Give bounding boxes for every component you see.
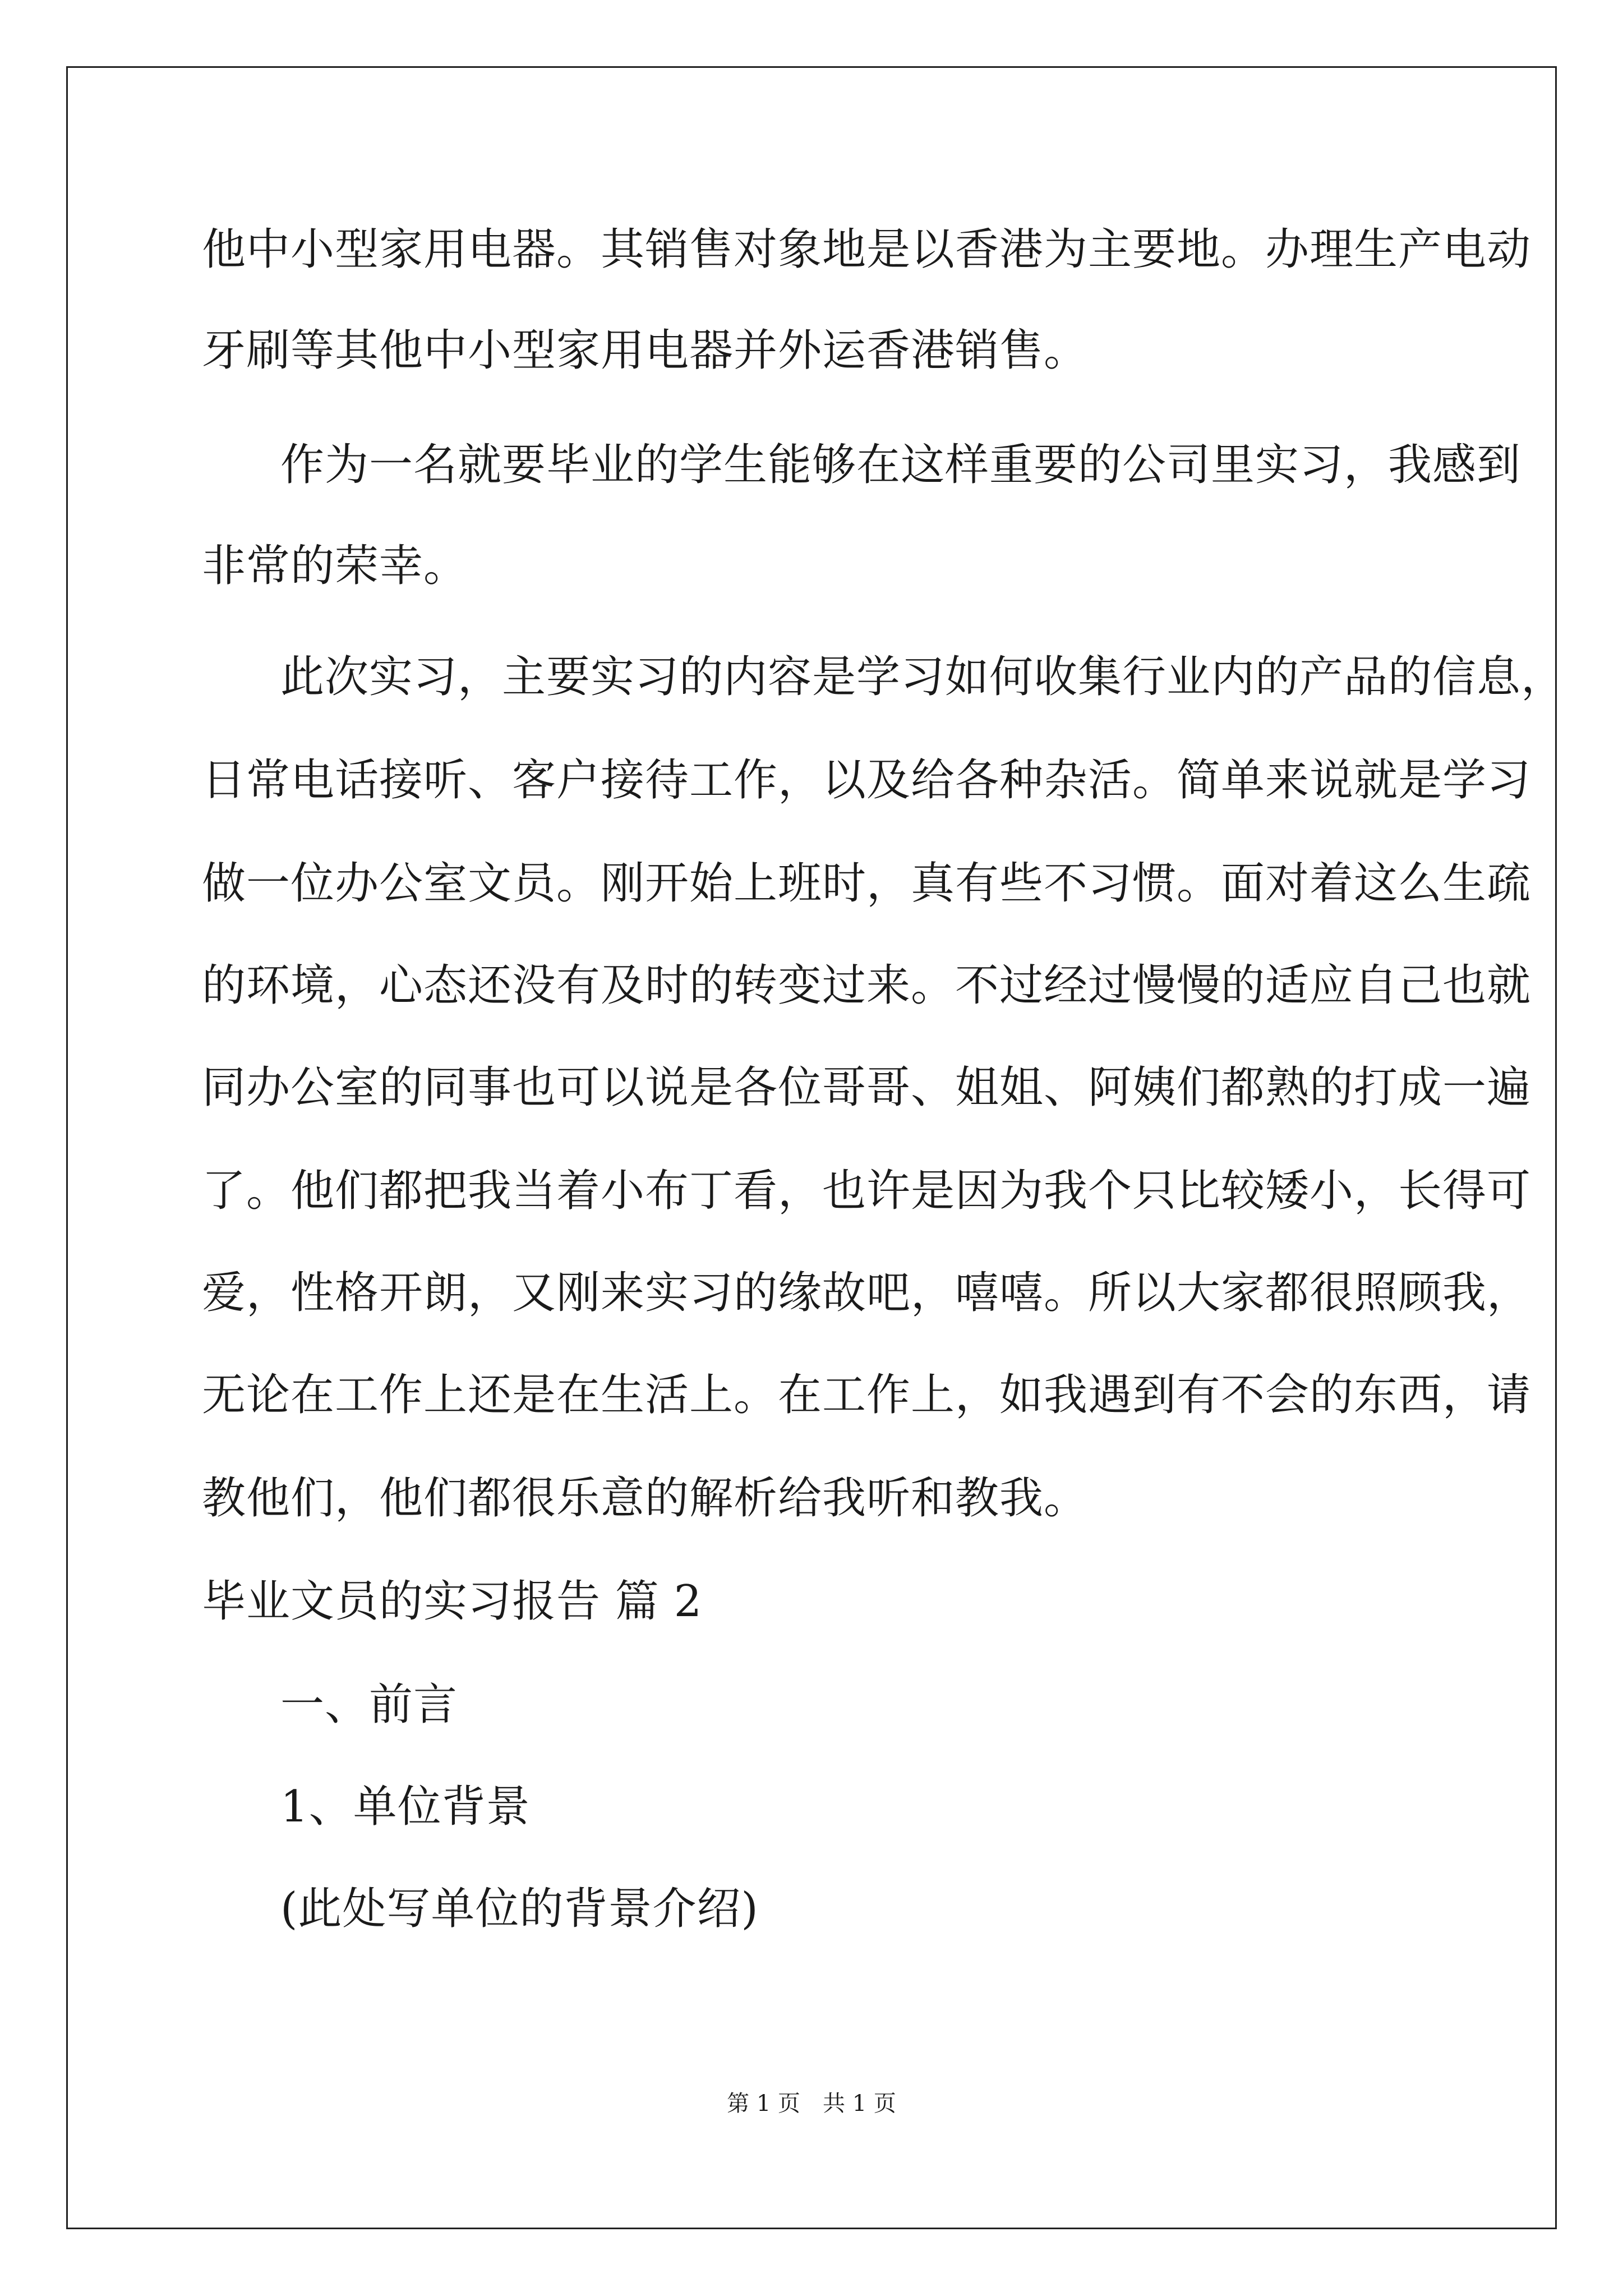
section-heading: 毕业文员的实习报告 篇 2	[202, 1576, 703, 1627]
paragraph-line: 了。他们都把我当着小布丁看，也许是因为我个只比较矮小，长得可	[202, 1166, 1532, 1216]
paragraph-line: 作为一名就要毕业的学生能够在这样重要的公司里实习，我感到	[280, 440, 1521, 490]
paragraph-line: 牙刷等其他中小型家用电器并外运香港销售。	[202, 325, 1089, 376]
page-footer: 第 1 页 共 1 页	[727, 2091, 896, 2116]
paragraph-line: 日常电话接听、客户接待工作，以及给各种杂活。简单来说就是学习	[202, 755, 1532, 806]
paragraph-line: 爱，性格开朗，又刚来实习的缘故吧，嘻嘻。所以大家都很照顾我，	[202, 1268, 1532, 1318]
paragraph-line: (此处写单位的背景介绍)	[280, 1884, 759, 1934]
paragraph-line: 教他们，他们都很乐意的解析给我听和教我。	[202, 1473, 1089, 1524]
subsection-heading: 一、前言	[280, 1680, 458, 1730]
paragraph-line: 他中小型家用电器。其销售对象地是以香港为主要地。办理生产电动	[202, 224, 1532, 275]
paragraph-line: 的环境，心态还没有及时的转变过来。不过经过慢慢的适应自己也就	[202, 960, 1532, 1011]
paragraph-line: 无论在工作上还是在生活上。在工作上，如我遇到有不会的东西，请	[202, 1370, 1532, 1420]
paragraph-line: 此次实习，主要实习的内容是学习如何收集行业内的产品的信息，	[280, 652, 1566, 702]
paragraph-line: 做一位办公室文员。刚开始上班时，真有些不习惯。面对着这么生疏	[202, 858, 1532, 909]
paragraph-line: 非常的荣幸。	[202, 541, 468, 591]
paragraph-line: 同办公室的同事也可以说是各位哥哥、姐姐、阿姨们都熟的打成一遍	[202, 1062, 1532, 1113]
subsection-heading: 1、单位背景	[280, 1782, 531, 1832]
